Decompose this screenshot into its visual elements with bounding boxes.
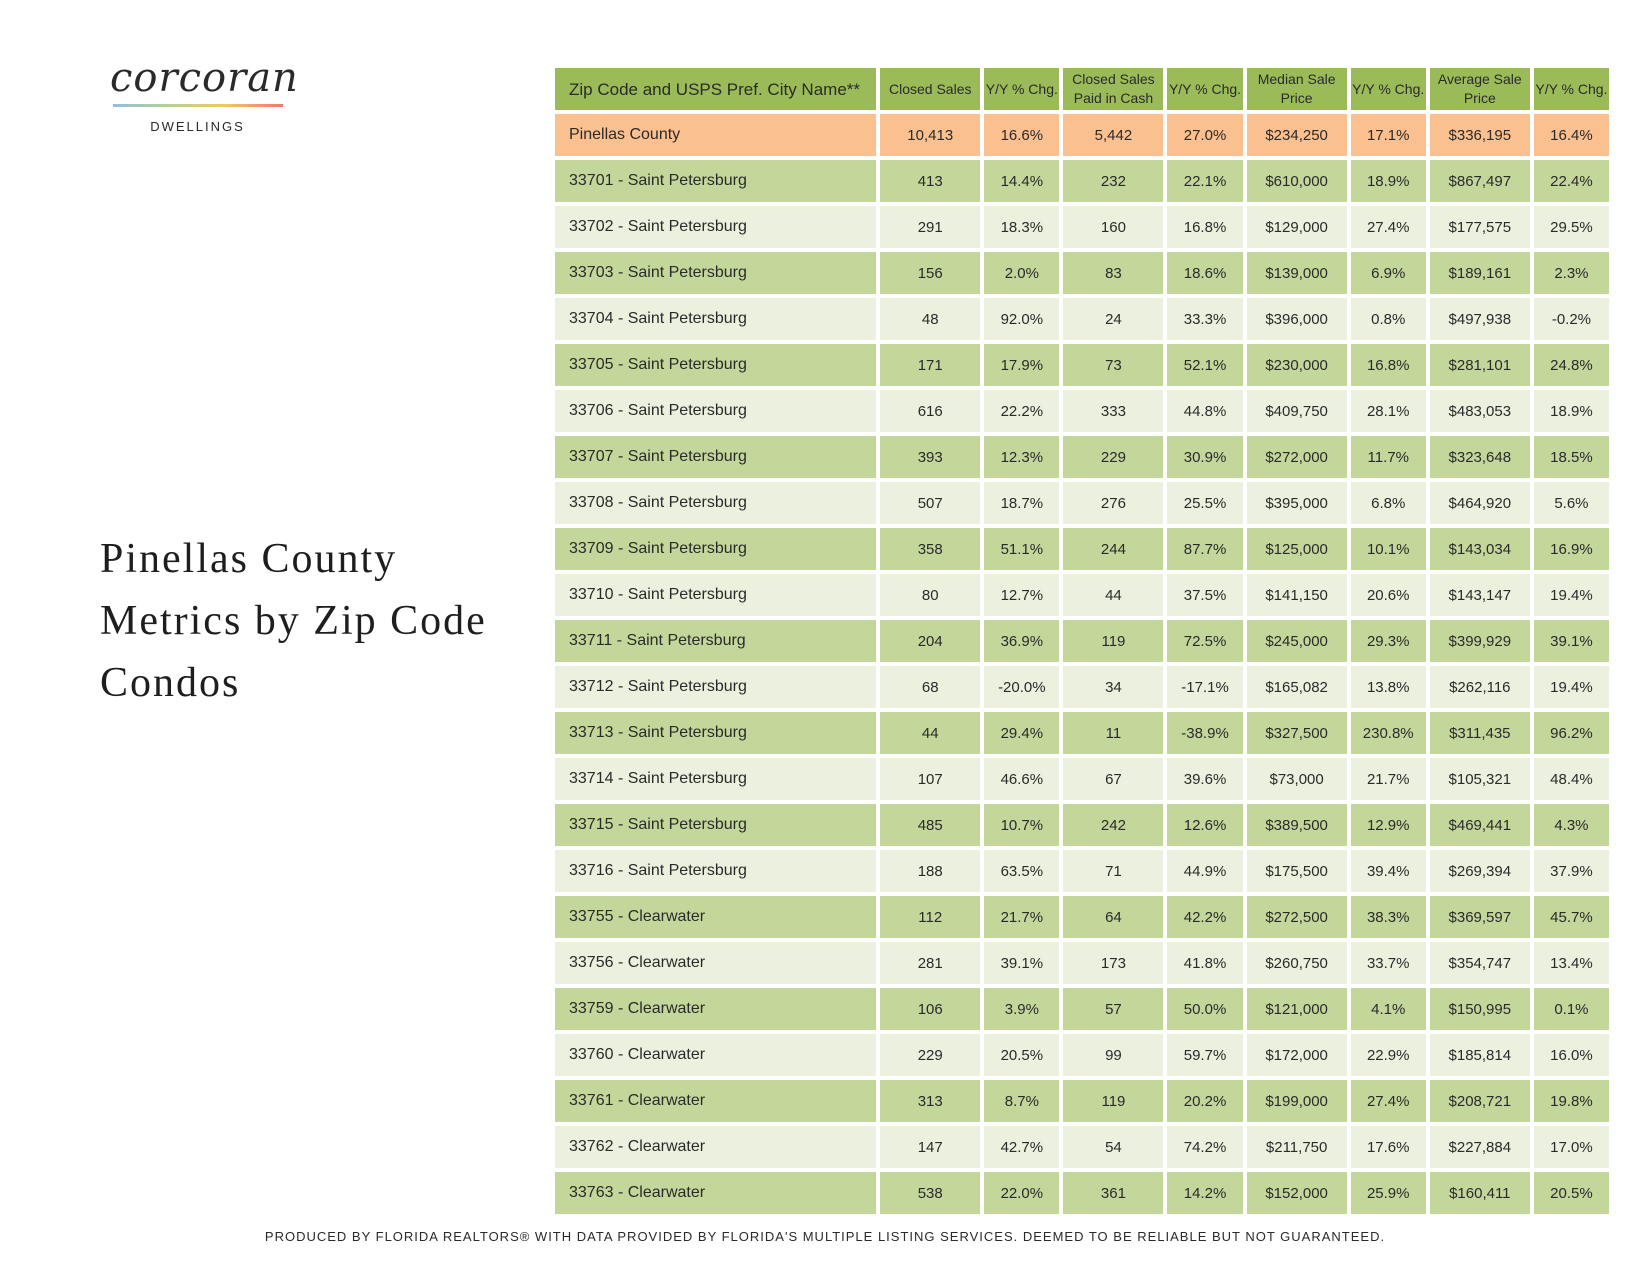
zip-city-cell: 33714 - Saint Petersburg bbox=[555, 758, 876, 800]
table-row bbox=[555, 1126, 1609, 1168]
closed-sales-change-cell: 22.0% bbox=[984, 1172, 1059, 1214]
logo-subtitle: DWELLINGS bbox=[150, 119, 245, 134]
paid-in-cash-cell: 361 bbox=[1063, 1172, 1163, 1214]
median-price-change-cell: 38.3% bbox=[1351, 896, 1426, 938]
closed-sales-change-cell: 18.3% bbox=[984, 206, 1059, 248]
paid-in-cash-cell: 11 bbox=[1063, 712, 1163, 754]
average-price-cell: $227,884 bbox=[1430, 1126, 1530, 1168]
header-average-price-line-1: Average Sale bbox=[1437, 71, 1522, 87]
median-price-cell: $610,000 bbox=[1247, 160, 1347, 202]
median-price-change-cell: 11.7% bbox=[1351, 436, 1426, 478]
average-price-change-cell: 13.4% bbox=[1534, 942, 1609, 984]
header-yy-change-3: Y/Y % Chg. bbox=[1351, 68, 1426, 110]
zip-city-cell: 33707 - Saint Petersburg bbox=[555, 436, 876, 478]
closed-sales-cell: 156 bbox=[880, 252, 980, 294]
header-yy-change-1: Y/Y % Chg. bbox=[984, 68, 1059, 110]
header-zip-city: Zip Code and USPS Pref. City Name** bbox=[555, 68, 876, 110]
closed-sales-change-cell: 22.2% bbox=[984, 390, 1059, 432]
closed-sales-change-cell: 10.7% bbox=[984, 804, 1059, 846]
paid-in-cash-change-cell: -38.9% bbox=[1167, 712, 1242, 754]
average-price-change-cell: 16.0% bbox=[1534, 1034, 1609, 1076]
table-row bbox=[555, 942, 1609, 984]
table-row bbox=[555, 206, 1609, 248]
header-closed-sales: Closed Sales bbox=[880, 68, 980, 110]
median-price-change-cell: 18.9% bbox=[1351, 160, 1426, 202]
paid-in-cash-cell: 232 bbox=[1063, 160, 1163, 202]
table-row bbox=[555, 758, 1609, 800]
median-price-change-cell: 27.4% bbox=[1351, 1080, 1426, 1122]
paid-in-cash-change-cell: 16.8% bbox=[1167, 206, 1242, 248]
paid-in-cash-cell: 333 bbox=[1063, 390, 1163, 432]
paid-in-cash-change-cell: 44.9% bbox=[1167, 850, 1242, 892]
paid-in-cash-cell: 173 bbox=[1063, 942, 1163, 984]
paid-in-cash-change-cell: 41.8% bbox=[1167, 942, 1242, 984]
zip-city-cell: 33761 - Clearwater bbox=[555, 1080, 876, 1122]
header-median-price-line-2: Price bbox=[1280, 90, 1313, 106]
table-header-row bbox=[555, 68, 1609, 110]
median-price-cell: $121,000 bbox=[1247, 988, 1347, 1030]
closed-sales-cell: 485 bbox=[880, 804, 980, 846]
paid-in-cash-cell: 67 bbox=[1063, 758, 1163, 800]
zip-city-cell: 33763 - Clearwater bbox=[555, 1172, 876, 1214]
paid-in-cash-cell: 99 bbox=[1063, 1034, 1163, 1076]
closed-sales-change-cell: 63.5% bbox=[984, 850, 1059, 892]
paid-in-cash-change-cell: 37.5% bbox=[1167, 574, 1242, 616]
corcoran-logo bbox=[110, 54, 299, 134]
median-price-change-cell: 16.8% bbox=[1351, 344, 1426, 386]
closed-sales-change-cell: 46.6% bbox=[984, 758, 1059, 800]
average-price-cell: $262,116 bbox=[1430, 666, 1530, 708]
closed-sales-cell: 68 bbox=[880, 666, 980, 708]
average-price-change-cell: 2.3% bbox=[1534, 252, 1609, 294]
closed-sales-cell: 291 bbox=[880, 206, 980, 248]
closed-sales-cell: 229 bbox=[880, 1034, 980, 1076]
paid-in-cash-change-cell: 22.1% bbox=[1167, 160, 1242, 202]
closed-sales-cell: 107 bbox=[880, 758, 980, 800]
paid-in-cash-cell: 119 bbox=[1063, 620, 1163, 662]
median-price-cell: $395,000 bbox=[1247, 482, 1347, 524]
average-price-change-cell: 22.4% bbox=[1534, 160, 1609, 202]
zip-city-cell: 33703 - Saint Petersburg bbox=[555, 252, 876, 294]
page-title-line-1: Pinellas County bbox=[100, 536, 398, 582]
median-price-cell: $199,000 bbox=[1247, 1080, 1347, 1122]
table-row bbox=[555, 298, 1609, 340]
median-price-cell: $139,000 bbox=[1247, 252, 1347, 294]
average-price-cell: $269,394 bbox=[1430, 850, 1530, 892]
median-price-change-cell: 6.9% bbox=[1351, 252, 1426, 294]
median-price-change-cell: 25.9% bbox=[1351, 1172, 1426, 1214]
closed-sales-change-cell: 29.4% bbox=[984, 712, 1059, 754]
closed-sales-change-cell: 39.1% bbox=[984, 942, 1059, 984]
table-row bbox=[555, 528, 1609, 570]
median-price-cell: $211,750 bbox=[1247, 1126, 1347, 1168]
average-price-cell: $867,497 bbox=[1430, 160, 1530, 202]
table-row bbox=[555, 804, 1609, 846]
average-price-cell: $160,411 bbox=[1430, 1172, 1530, 1214]
zip-city-cell: 33715 - Saint Petersburg bbox=[555, 804, 876, 846]
paid-in-cash-cell: 242 bbox=[1063, 804, 1163, 846]
table-row bbox=[555, 620, 1609, 662]
closed-sales-change-cell: 21.7% bbox=[984, 896, 1059, 938]
closed-sales-cell: 507 bbox=[880, 482, 980, 524]
table-row bbox=[555, 896, 1609, 938]
median-price-cell: $327,500 bbox=[1247, 712, 1347, 754]
zip-city-cell: 33711 - Saint Petersburg bbox=[555, 620, 876, 662]
paid-in-cash-change-cell: 87.7% bbox=[1167, 528, 1242, 570]
closed-sales-change-cell: 18.7% bbox=[984, 482, 1059, 524]
closed-sales-cell: 171 bbox=[880, 344, 980, 386]
metrics-table bbox=[551, 64, 1613, 1218]
paid-in-cash-change-cell: 50.0% bbox=[1167, 988, 1242, 1030]
paid-in-cash-change-cell: 59.7% bbox=[1167, 1034, 1242, 1076]
paid-in-cash-change-cell: 33.3% bbox=[1167, 298, 1242, 340]
closed-sales-change-cell: 17.9% bbox=[984, 344, 1059, 386]
average-price-cell: $323,648 bbox=[1430, 436, 1530, 478]
paid-in-cash-change-cell: 25.5% bbox=[1167, 482, 1242, 524]
header-median-price bbox=[1247, 68, 1347, 110]
median-price-cell: $73,000 bbox=[1247, 758, 1347, 800]
median-price-change-cell: 20.6% bbox=[1351, 574, 1426, 616]
paid-in-cash-cell: 57 bbox=[1063, 988, 1163, 1030]
average-price-change-cell: 18.9% bbox=[1534, 390, 1609, 432]
median-price-cell: $409,750 bbox=[1247, 390, 1347, 432]
logo-wordmark: corcoran bbox=[110, 55, 299, 101]
paid-in-cash-change-cell: 30.9% bbox=[1167, 436, 1242, 478]
median-price-cell: $389,500 bbox=[1247, 804, 1347, 846]
table-row bbox=[555, 850, 1609, 892]
median-price-change-cell: 4.1% bbox=[1351, 988, 1426, 1030]
paid-in-cash-change-cell: 18.6% bbox=[1167, 252, 1242, 294]
zip-city-cell: 33702 - Saint Petersburg bbox=[555, 206, 876, 248]
zip-city-cell: 33760 - Clearwater bbox=[555, 1034, 876, 1076]
average-price-cell: $464,920 bbox=[1430, 482, 1530, 524]
county-total-row bbox=[555, 114, 1609, 156]
average-price-change-cell: 16.9% bbox=[1534, 528, 1609, 570]
average-price-change-cell: 5.6% bbox=[1534, 482, 1609, 524]
zip-city-cell: 33705 - Saint Petersburg bbox=[555, 344, 876, 386]
closed-sales-cell: 147 bbox=[880, 1126, 980, 1168]
paid-in-cash-change-cell: 52.1% bbox=[1167, 344, 1242, 386]
median-price-change-cell: 28.1% bbox=[1351, 390, 1426, 432]
median-price-change-cell: 39.4% bbox=[1351, 850, 1426, 892]
average-price-cell: $281,101 bbox=[1430, 344, 1530, 386]
page-title-line-2: Metrics by Zip Code bbox=[100, 598, 487, 644]
table-row bbox=[555, 666, 1609, 708]
paid-in-cash-cell: 276 bbox=[1063, 482, 1163, 524]
paid-in-cash-change-cell: 20.2% bbox=[1167, 1080, 1242, 1122]
paid-in-cash-cell: 71 bbox=[1063, 850, 1163, 892]
paid-in-cash-cell: 244 bbox=[1063, 528, 1163, 570]
median-price-cell: $129,000 bbox=[1247, 206, 1347, 248]
median-price-change-cell: 230.8% bbox=[1351, 712, 1426, 754]
median-price-change-cell: 0.8% bbox=[1351, 298, 1426, 340]
average-price-change-cell: 20.5% bbox=[1534, 1172, 1609, 1214]
county-name: Pinellas County bbox=[555, 114, 876, 156]
closed-sales-change-cell: 12.3% bbox=[984, 436, 1059, 478]
header-yy-change-2: Y/Y % Chg. bbox=[1167, 68, 1242, 110]
median-price-cell: $272,500 bbox=[1247, 896, 1347, 938]
county-average-price: $336,195 bbox=[1430, 114, 1530, 156]
zip-city-cell: 33756 - Clearwater bbox=[555, 942, 876, 984]
average-price-cell: $143,034 bbox=[1430, 528, 1530, 570]
average-price-change-cell: 19.4% bbox=[1534, 666, 1609, 708]
average-price-cell: $185,814 bbox=[1430, 1034, 1530, 1076]
page-title-line-3: Condos bbox=[100, 660, 241, 706]
average-price-cell: $208,721 bbox=[1430, 1080, 1530, 1122]
median-price-change-cell: 12.9% bbox=[1351, 804, 1426, 846]
paid-in-cash-change-cell: 44.8% bbox=[1167, 390, 1242, 432]
closed-sales-change-cell: 92.0% bbox=[984, 298, 1059, 340]
average-price-change-cell: 29.5% bbox=[1534, 206, 1609, 248]
zip-city-cell: 33716 - Saint Petersburg bbox=[555, 850, 876, 892]
paid-in-cash-cell: 83 bbox=[1063, 252, 1163, 294]
median-price-cell: $152,000 bbox=[1247, 1172, 1347, 1214]
average-price-cell: $189,161 bbox=[1430, 252, 1530, 294]
median-price-change-cell: 10.1% bbox=[1351, 528, 1426, 570]
closed-sales-cell: 80 bbox=[880, 574, 980, 616]
average-price-change-cell: 39.1% bbox=[1534, 620, 1609, 662]
median-price-change-cell: 17.6% bbox=[1351, 1126, 1426, 1168]
median-price-change-cell: 6.8% bbox=[1351, 482, 1426, 524]
closed-sales-cell: 204 bbox=[880, 620, 980, 662]
median-price-cell: $175,500 bbox=[1247, 850, 1347, 892]
average-price-cell: $143,147 bbox=[1430, 574, 1530, 616]
average-price-cell: $105,321 bbox=[1430, 758, 1530, 800]
average-price-cell: $497,938 bbox=[1430, 298, 1530, 340]
median-price-cell: $272,000 bbox=[1247, 436, 1347, 478]
table-row bbox=[555, 160, 1609, 202]
average-price-change-cell: 4.3% bbox=[1534, 804, 1609, 846]
paid-in-cash-cell: 44 bbox=[1063, 574, 1163, 616]
paid-in-cash-change-cell: 42.2% bbox=[1167, 896, 1242, 938]
closed-sales-cell: 112 bbox=[880, 896, 980, 938]
zip-city-cell: 33701 - Saint Petersburg bbox=[555, 160, 876, 202]
closed-sales-cell: 616 bbox=[880, 390, 980, 432]
paid-in-cash-change-cell: 14.2% bbox=[1167, 1172, 1242, 1214]
county-paid-in-cash: 5,442 bbox=[1063, 114, 1163, 156]
closed-sales-change-cell: 20.5% bbox=[984, 1034, 1059, 1076]
average-price-change-cell: 45.7% bbox=[1534, 896, 1609, 938]
average-price-cell: $354,747 bbox=[1430, 942, 1530, 984]
paid-in-cash-cell: 229 bbox=[1063, 436, 1163, 478]
county-closed-sales-change: 16.6% bbox=[984, 114, 1059, 156]
median-price-change-cell: 29.3% bbox=[1351, 620, 1426, 662]
county-median-price: $234,250 bbox=[1247, 114, 1347, 156]
median-price-cell: $165,082 bbox=[1247, 666, 1347, 708]
average-price-change-cell: 18.5% bbox=[1534, 436, 1609, 478]
closed-sales-change-cell: 2.0% bbox=[984, 252, 1059, 294]
average-price-change-cell: 0.1% bbox=[1534, 988, 1609, 1030]
page-title bbox=[100, 528, 540, 714]
average-price-change-cell: 96.2% bbox=[1534, 712, 1609, 754]
table-row bbox=[555, 344, 1609, 386]
county-average-price-change: 16.4% bbox=[1534, 114, 1609, 156]
median-price-change-cell: 27.4% bbox=[1351, 206, 1426, 248]
zip-city-cell: 33709 - Saint Petersburg bbox=[555, 528, 876, 570]
header-average-price-line-2: Price bbox=[1463, 90, 1496, 106]
table-row bbox=[555, 712, 1609, 754]
table-row bbox=[555, 1034, 1609, 1076]
closed-sales-cell: 44 bbox=[880, 712, 980, 754]
median-price-cell: $141,150 bbox=[1247, 574, 1347, 616]
median-price-cell: $396,000 bbox=[1247, 298, 1347, 340]
table-row bbox=[555, 482, 1609, 524]
closed-sales-cell: 413 bbox=[880, 160, 980, 202]
average-price-cell: $483,053 bbox=[1430, 390, 1530, 432]
table-row bbox=[555, 252, 1609, 294]
paid-in-cash-cell: 24 bbox=[1063, 298, 1163, 340]
average-price-cell: $150,995 bbox=[1430, 988, 1530, 1030]
median-price-cell: $125,000 bbox=[1247, 528, 1347, 570]
county-median-price-change: 17.1% bbox=[1351, 114, 1426, 156]
zip-city-cell: 33755 - Clearwater bbox=[555, 896, 876, 938]
closed-sales-change-cell: 42.7% bbox=[984, 1126, 1059, 1168]
paid-in-cash-change-cell: 72.5% bbox=[1167, 620, 1242, 662]
zip-city-cell: 33710 - Saint Petersburg bbox=[555, 574, 876, 616]
paid-in-cash-cell: 73 bbox=[1063, 344, 1163, 386]
median-price-cell: $245,000 bbox=[1247, 620, 1347, 662]
paid-in-cash-change-cell: 74.2% bbox=[1167, 1126, 1242, 1168]
average-price-cell: $469,441 bbox=[1430, 804, 1530, 846]
footer-disclaimer: PRODUCED BY FLORIDA REALTORS® WITH DATA PROVIDED BY FLORIDA'S MULTIPLE LISTING SERVICES. DEEMED TO BE RELIABLE BUT NOT GUARANTEED. bbox=[264, 1229, 1386, 1244]
closed-sales-change-cell: -20.0% bbox=[984, 666, 1059, 708]
table-row bbox=[555, 1080, 1609, 1122]
average-price-cell: $311,435 bbox=[1430, 712, 1530, 754]
paid-in-cash-cell: 160 bbox=[1063, 206, 1163, 248]
paid-in-cash-change-cell: 12.6% bbox=[1167, 804, 1242, 846]
table-row bbox=[555, 436, 1609, 478]
average-price-change-cell: 24.8% bbox=[1534, 344, 1609, 386]
logo-gradient-bar bbox=[113, 104, 283, 107]
closed-sales-change-cell: 8.7% bbox=[984, 1080, 1059, 1122]
average-price-change-cell: 17.0% bbox=[1534, 1126, 1609, 1168]
zip-city-cell: 33759 - Clearwater bbox=[555, 988, 876, 1030]
header-paid-in-cash-line-2: Paid in Cash bbox=[1073, 90, 1154, 106]
header-median-price-line-1: Median Sale bbox=[1257, 71, 1336, 87]
median-price-change-cell: 22.9% bbox=[1351, 1034, 1426, 1076]
header-paid-in-cash-line-1: Closed Sales bbox=[1072, 71, 1155, 87]
average-price-change-cell: 19.8% bbox=[1534, 1080, 1609, 1122]
closed-sales-change-cell: 12.7% bbox=[984, 574, 1059, 616]
closed-sales-cell: 281 bbox=[880, 942, 980, 984]
average-price-cell: $177,575 bbox=[1430, 206, 1530, 248]
closed-sales-cell: 48 bbox=[880, 298, 980, 340]
average-price-cell: $399,929 bbox=[1430, 620, 1530, 662]
closed-sales-change-cell: 36.9% bbox=[984, 620, 1059, 662]
header-paid-in-cash bbox=[1063, 68, 1163, 110]
closed-sales-cell: 538 bbox=[880, 1172, 980, 1214]
table-row bbox=[555, 574, 1609, 616]
median-price-change-cell: 21.7% bbox=[1351, 758, 1426, 800]
median-price-cell: $172,000 bbox=[1247, 1034, 1347, 1076]
table-row bbox=[555, 390, 1609, 432]
median-price-change-cell: 13.8% bbox=[1351, 666, 1426, 708]
average-price-change-cell: -0.2% bbox=[1534, 298, 1609, 340]
zip-city-cell: 33762 - Clearwater bbox=[555, 1126, 876, 1168]
closed-sales-cell: 106 bbox=[880, 988, 980, 1030]
header-average-price bbox=[1430, 68, 1530, 110]
median-price-change-cell: 33.7% bbox=[1351, 942, 1426, 984]
county-paid-in-cash-change: 27.0% bbox=[1167, 114, 1242, 156]
paid-in-cash-change-cell: 39.6% bbox=[1167, 758, 1242, 800]
average-price-change-cell: 19.4% bbox=[1534, 574, 1609, 616]
paid-in-cash-cell: 54 bbox=[1063, 1126, 1163, 1168]
paid-in-cash-change-cell: -17.1% bbox=[1167, 666, 1242, 708]
header-yy-change-4: Y/Y % Chg. bbox=[1534, 68, 1609, 110]
closed-sales-change-cell: 14.4% bbox=[984, 160, 1059, 202]
county-closed-sales: 10,413 bbox=[880, 114, 980, 156]
paid-in-cash-cell: 34 bbox=[1063, 666, 1163, 708]
zip-city-cell: 33713 - Saint Petersburg bbox=[555, 712, 876, 754]
zip-city-cell: 33712 - Saint Petersburg bbox=[555, 666, 876, 708]
table-row bbox=[555, 988, 1609, 1030]
average-price-change-cell: 48.4% bbox=[1534, 758, 1609, 800]
closed-sales-cell: 393 bbox=[880, 436, 980, 478]
average-price-change-cell: 37.9% bbox=[1534, 850, 1609, 892]
zip-city-cell: 33704 - Saint Petersburg bbox=[555, 298, 876, 340]
closed-sales-cell: 358 bbox=[880, 528, 980, 570]
average-price-cell: $369,597 bbox=[1430, 896, 1530, 938]
median-price-cell: $260,750 bbox=[1247, 942, 1347, 984]
zip-city-cell: 33708 - Saint Petersburg bbox=[555, 482, 876, 524]
closed-sales-cell: 188 bbox=[880, 850, 980, 892]
paid-in-cash-cell: 119 bbox=[1063, 1080, 1163, 1122]
zip-city-cell: 33706 - Saint Petersburg bbox=[555, 390, 876, 432]
median-price-cell: $230,000 bbox=[1247, 344, 1347, 386]
closed-sales-cell: 313 bbox=[880, 1080, 980, 1122]
table-row bbox=[555, 1172, 1609, 1214]
closed-sales-change-cell: 51.1% bbox=[984, 528, 1059, 570]
paid-in-cash-cell: 64 bbox=[1063, 896, 1163, 938]
closed-sales-change-cell: 3.9% bbox=[984, 988, 1059, 1030]
